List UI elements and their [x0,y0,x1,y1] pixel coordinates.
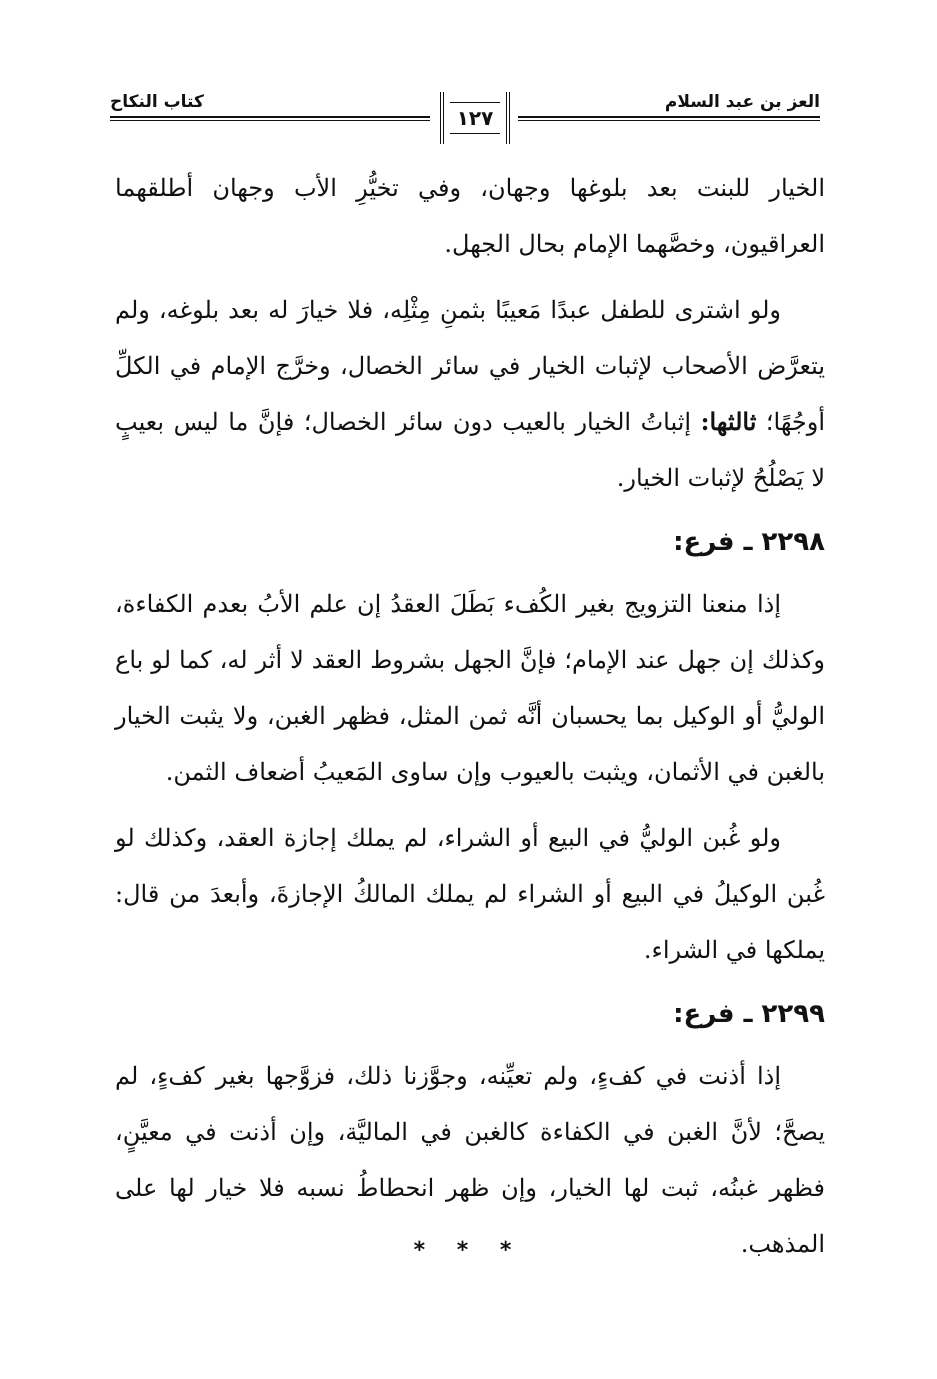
section-heading-2299: ٢٢٩٩ ـ فرع: [673,999,825,1029]
section-2298-paragraph-1: إذا منعنا التزويج بغير الكُفء بَطَلَ العقدُ إن علم الأبُ بعدم الكفاءة، وكذلك إن جهل عند الإمام؛ فإنَّ الجهل بشروط العقد لا أثر له، كما لو باع الوليُّ أو الوكيل بما يحسبان أنَّه ثمن المثل، فظهر الغبن، ولا يثبت الخيار بالغبن في الأثمان، ويثبت بالعيوب وإن ساوى المَعيبُ أضعاف الثمن. [115,590,825,786]
section-2299-paragraph-1: إذا أذنت في كفءٍ، ولم تعيِّنه، وجوَّزنا ذلك، فزوَّجها بغير كفءٍ، لم يصحَّ؛ لأنَّ الغبن في الكفاءة كالغبن في الماليَّة، وإن أذنت في معيَّنٍ، فظهر غبنُه، ثبت لها الخيار، وإن ظهر انحطاطُ نسبه فلا خيار لها على المذهب. [115,1062,825,1258]
section-end-ornament: * * * [413,1238,524,1263]
section-heading-2298: ٢٢٩٨ ـ فرع: [673,527,825,557]
section-2298-paragraph-2: ولو غُبن الوليُّ في البيع أو الشراء، لم يملك إجازة العقد، وكذلك لو غُبن الوكيلُ في البيع أو الشراء لم يملك المالكُ الإجازةَ، وأبعدَ من قال: يملكها في الشراء. [115,824,825,964]
paragraph-2-text: ولو اشترى للطفل عبدًا مَعيبًا بثمنِ مِثْلِه، فلا خيارَ له بعد بلوغه، ولم يتعرَّض الأصحاب لإثبات الخيار في سائر الخصال، وخرَّج الإمام في الكلِّ أوجُهًا؛ [115,296,825,436]
page-number-frame [440,92,510,144]
page-number: ١٢٧ [456,106,494,130]
page-body [115,160,825,1272]
header-author-title: العز بن عبد السلام [664,92,820,112]
paragraph-2-bold-term: ثالثها: [700,407,757,436]
header-rule-left [110,116,430,121]
paragraph-2 [115,282,825,506]
paragraph-2-continuation: إثباتُ الخيار بالعيب دون سائر الخصال؛ فإنَّ ما ليس بعيبٍ لا يَصْلُحُ لإثبات الخيار. [115,408,825,492]
paragraph-1: الخيار للبنت بعد بلوغها وجهان، وفي تخيُّرِ الأب وجهان أطلقهما العراقيون، وخصَّهما الإمام بحال الجهل. [115,174,826,258]
header-book-title: كتاب النكاح [110,92,204,112]
header-rule-right [518,116,820,121]
page-header [110,88,820,152]
